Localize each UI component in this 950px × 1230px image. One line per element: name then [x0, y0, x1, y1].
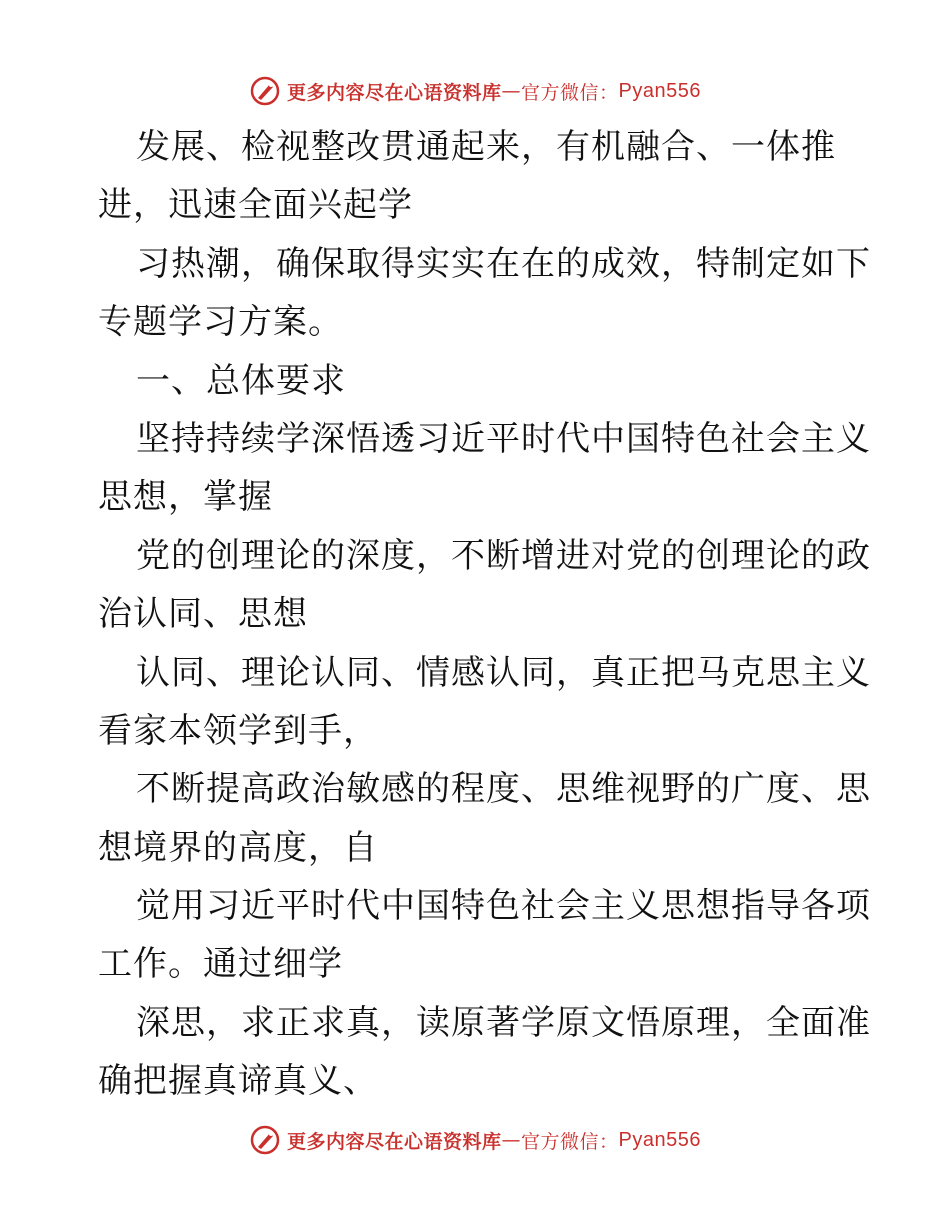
footer-banner	[0, 1120, 950, 1160]
banner-wechat-id: Pyan556	[618, 1128, 701, 1151]
document-body	[98, 118, 871, 1111]
body-line: 想境界的高度，自	[98, 827, 378, 868]
body-line: 思想，掌握	[98, 477, 273, 518]
body-line: 工作。通过细学	[98, 944, 343, 985]
body-line: 坚持持续学深悟透习近平时代中国特色社会主义	[136, 418, 871, 459]
banner-wechat-label: 官方微信：	[521, 81, 619, 104]
banner-wechat-id: Pyan556	[618, 79, 701, 102]
body-line: 不断提高政治敏感的程度、思维视野的广度、思	[136, 769, 871, 810]
banner-separator: —	[501, 80, 522, 102]
body-line: 治认同、思想	[98, 594, 308, 635]
body-line: 认同、理论认同、情感认同，真正把马克思主义	[136, 652, 871, 693]
pen-circle-logo-icon	[249, 75, 281, 107]
body-line: 确把握真谛真义、	[98, 1061, 378, 1102]
body-line: 党的创理论的深度，不断增进对党的创理论的政	[136, 535, 871, 576]
header-banner	[0, 71, 950, 111]
body-line: 专题学习方案。	[98, 302, 343, 343]
body-line: 习热潮，确保取得实实在在的成效，特制定如下	[136, 243, 871, 284]
pen-circle-logo-icon	[249, 1124, 281, 1156]
banner-separator: —	[501, 1129, 522, 1151]
banner-site-text: 更多内容尽在心语资料库	[287, 81, 502, 104]
body-line: 看家本领学到手，	[98, 710, 378, 751]
banner-site-text: 更多内容尽在心语资料库	[287, 1130, 502, 1153]
body-line: 发展、检视整改贯通起来，有机融合、一体推	[136, 127, 836, 167]
body-line: 深思，求正求真，读原著学原文悟原理，全面准	[136, 1002, 871, 1043]
banner-wechat-label: 官方微信：	[521, 1130, 619, 1153]
body-line: 进，迅速全面兴起学	[98, 185, 413, 226]
body-line: 觉用习近平时代中国特色社会主义思想指导各项	[136, 886, 871, 927]
section-heading: 一、总体要求	[136, 360, 346, 401]
